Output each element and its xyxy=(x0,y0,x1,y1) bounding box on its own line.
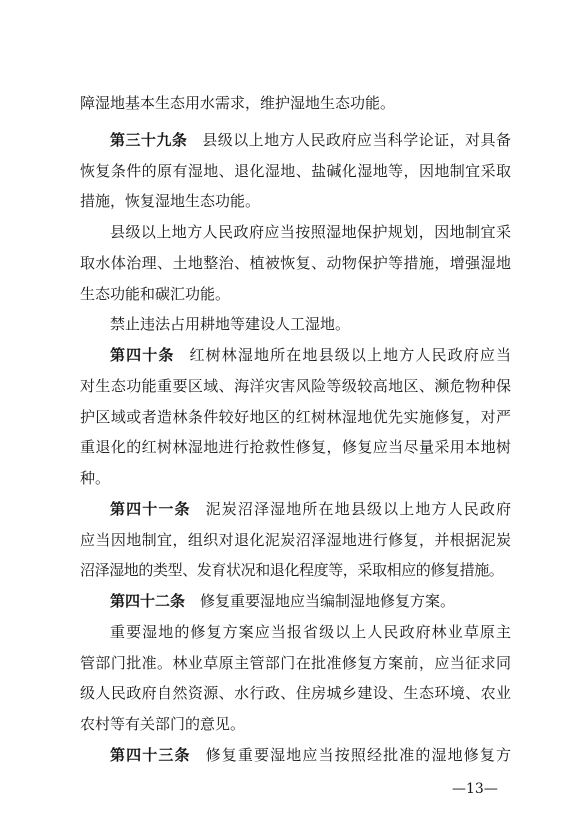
text-line: 农村等有关部门的意见。 xyxy=(80,715,246,733)
text-line: 护区域或者造林条件较好地区的红树林湿地优先实施修复，对严 xyxy=(80,407,511,426)
article-41 xyxy=(80,494,511,586)
text-line: 取水体治理、土地整治、植被恢复、动物保护等措施，增强湿地 xyxy=(80,253,511,272)
text-line: 级人民政府自然资源、水行政、住房城乡建设、生态环境、农业 xyxy=(80,684,511,703)
text-line: 重退化的红树林湿地进行抢救性修复，修复应当尽量采用本地树 xyxy=(80,438,511,457)
text-line: 沼泽湿地的类型、发育状况和退化程度等，采取相应的修复措施。 xyxy=(80,561,504,580)
article-text: 泥炭沼泽湿地所在地县级以上地方人民政府 xyxy=(205,499,511,518)
article-number: 第三十九条 xyxy=(110,130,188,149)
text-line xyxy=(80,740,511,771)
page-number: —13— xyxy=(452,781,498,797)
article-text: 红树林湿地所在地县级以上地方人民政府应当 xyxy=(189,346,511,364)
text-line: 种。 xyxy=(80,469,111,487)
article-42 xyxy=(80,586,511,617)
text-line: 恢复条件的原有湿地、退化湿地、盐碱化湿地等，因地制宜采取 xyxy=(80,161,511,180)
article-number: 第四十三条 xyxy=(110,745,191,764)
text-line: 重要湿地的修复方案应当报省级以上人民政府林业草原主 xyxy=(110,622,511,641)
text-line xyxy=(80,494,511,525)
text-line: 禁止违法占用耕地等建设人工湿地。 xyxy=(110,315,351,334)
article-number: 第四十一条 xyxy=(110,499,191,518)
text-line: 县级以上地方人民政府应当按照湿地保护规划，因地制宜采 xyxy=(110,223,511,241)
text-line: 对生态功能重要区域、海洋灾害风险等级较高地区、濒危物种保 xyxy=(80,376,511,395)
text-line xyxy=(80,586,511,617)
text-line: 措施，恢复湿地生态功能。 xyxy=(80,192,261,211)
text-line: 障湿地基本生态用水需求，维护湿地生态功能。 xyxy=(80,94,396,112)
text-line: 应当因地制宜，组织对退化泥炭沼泽湿地进行修复，并根据泥炭 xyxy=(80,530,511,549)
article-40 xyxy=(80,340,511,494)
text-line: 管部门批准。林业草原主管部门在批准修复方案前，应当征求同 xyxy=(80,653,511,672)
article-39 xyxy=(80,125,511,217)
article-text: 县级以上地方人民政府应当科学论证，对具备 xyxy=(202,130,511,149)
article-text: 修复重要湿地应当编制湿地修复方案。 xyxy=(200,592,456,610)
paragraph xyxy=(80,309,511,340)
paragraph xyxy=(80,617,511,740)
paragraph xyxy=(80,217,511,309)
text-line xyxy=(80,125,511,156)
text-line: 生态功能和碳汇功能。 xyxy=(80,284,231,303)
text-line xyxy=(80,340,511,371)
body-text xyxy=(80,88,511,771)
article-43 xyxy=(80,740,511,771)
paragraph-continuation xyxy=(80,88,511,119)
article-number: 第四十条 xyxy=(110,346,175,364)
article-text: 修复重要湿地应当按照经批准的湿地修复方 xyxy=(205,745,511,764)
article-number: 第四十二条 xyxy=(110,592,186,610)
